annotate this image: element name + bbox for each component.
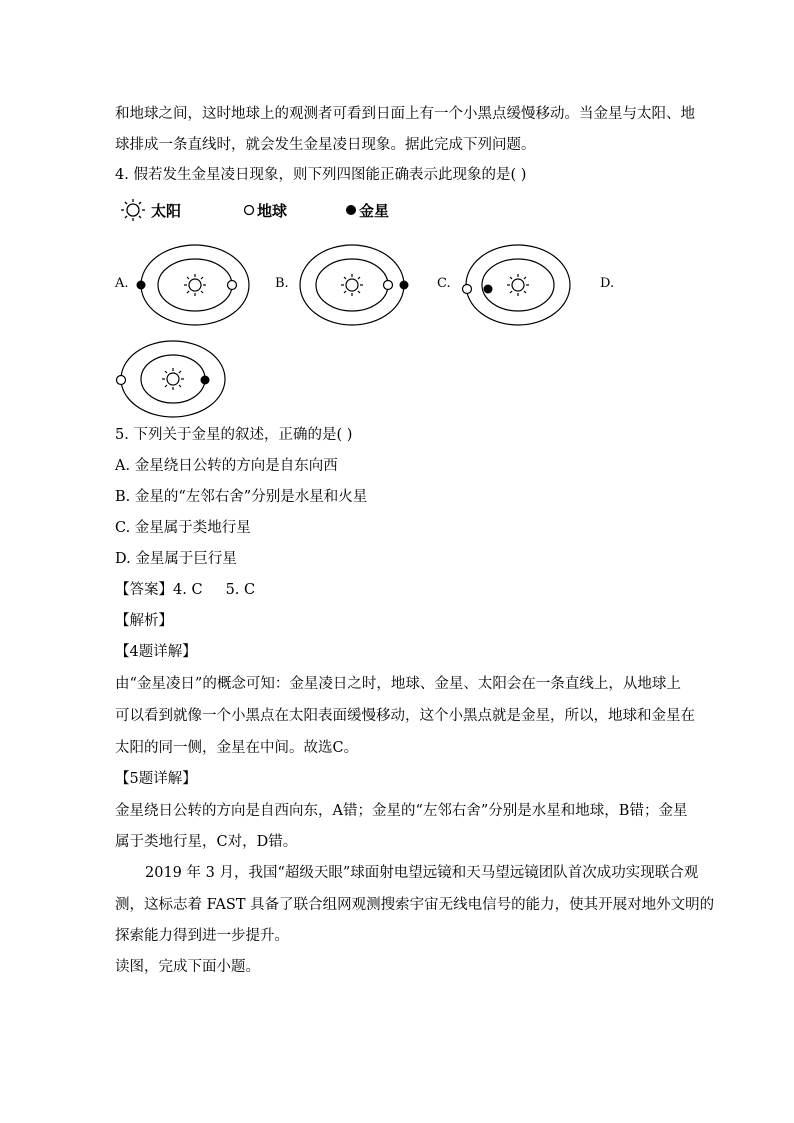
answer-text: 4. C 5. C	[173, 582, 256, 598]
detail4-label: 【4题详解】	[115, 644, 197, 660]
q5-stem: 5. 下列关于金星的叙述，正确的是( )	[115, 427, 353, 443]
option-c-label: C.	[437, 276, 451, 291]
sun-icon	[162, 368, 184, 390]
earth-icon	[384, 281, 393, 290]
answer-label: 【答案】	[115, 582, 173, 598]
analysis-label: 【解析】	[115, 613, 173, 629]
answer-line	[115, 580, 255, 600]
detail4-line-2: 可以看到就像一个小黑点在太阳表面缓慢移动，这个小黑点就是金星，所以，地球和金星在	[115, 708, 695, 724]
earth-icon	[228, 281, 237, 290]
diagram-c	[455, 240, 585, 330]
sun-icon	[341, 274, 363, 296]
venus-icon	[137, 281, 146, 290]
detail4-line-3: 太阳的同一侧，金星在中间。故选C。	[115, 740, 359, 756]
passage-line-4: 读图，完成下面小题。	[115, 959, 260, 975]
earth-icon	[117, 376, 126, 385]
sun-icon	[115, 198, 151, 222]
q5-option-a: A. 金星绕日公转的方向是自东向西	[115, 458, 338, 474]
venus-icon	[201, 376, 210, 385]
venus-icon	[400, 281, 409, 290]
venus-icon	[345, 204, 357, 216]
diagram-b	[292, 240, 422, 330]
legend-earth-label: 地球	[257, 202, 288, 220]
option-d-label: D.	[600, 276, 615, 291]
detail4-line-1: 由“金星凌日”的概念可知：金星凌日之时，地球、金星、太阳会在一条直线上，从地球上	[115, 676, 681, 692]
option-b-label: B.	[275, 276, 289, 291]
option-a-label: A.	[115, 276, 129, 291]
detail5-line-1: 金星绕日公转的方向是自西向东，A错；金星的“左邻右舍”分别是水星和地球，B错；金星	[115, 803, 688, 819]
q5-option-d: D. 金星属于巨行星	[115, 551, 237, 567]
intro-line-2: 球排成一条直线时，就会发生金星凌日现象。据此完成下列问题。	[115, 137, 536, 153]
detail5-line-2: 属于类地行星，C对，D错。	[115, 834, 298, 850]
sun-icon	[184, 274, 206, 296]
earth-icon	[463, 285, 472, 294]
diagram-legend	[115, 198, 435, 222]
q5-option-b: B. 金星的“左邻右舍”分别是水星和火星	[115, 489, 368, 505]
legend-sun-label: 太阳	[151, 202, 182, 220]
passage-line-2: 测，这标志着 FAST 具备了联合组网观测搜索宇宙无线电信号的能力，使其开展对地外文明的	[115, 897, 715, 913]
q4-stem: 4. 假若发生金星凌日现象，则下列四图能正确表示此现象的是( )	[115, 167, 527, 183]
diagram-a	[130, 240, 260, 330]
passage-line-1: 2019 年 3 月，我国“超级天眼”球面射电望远镜和天马望远镜团队首次成功实现联合观	[145, 865, 699, 881]
passage-line-3: 探索能力得到进一步提升。	[115, 928, 289, 944]
detail5-label: 【5题详解】	[115, 771, 197, 787]
diagram-d	[113, 337, 233, 427]
venus-icon	[484, 285, 493, 294]
sun-icon	[507, 274, 529, 296]
intro-line-1: 和地球之间，这时地球上的观测者可看到日面上有一个小黑点缓慢移动。当金星与太阳、地	[115, 106, 695, 122]
legend-venus-label: 金星	[359, 202, 390, 220]
earth-icon	[243, 204, 255, 216]
q5-option-c: C. 金星属于类地行星	[115, 520, 251, 536]
